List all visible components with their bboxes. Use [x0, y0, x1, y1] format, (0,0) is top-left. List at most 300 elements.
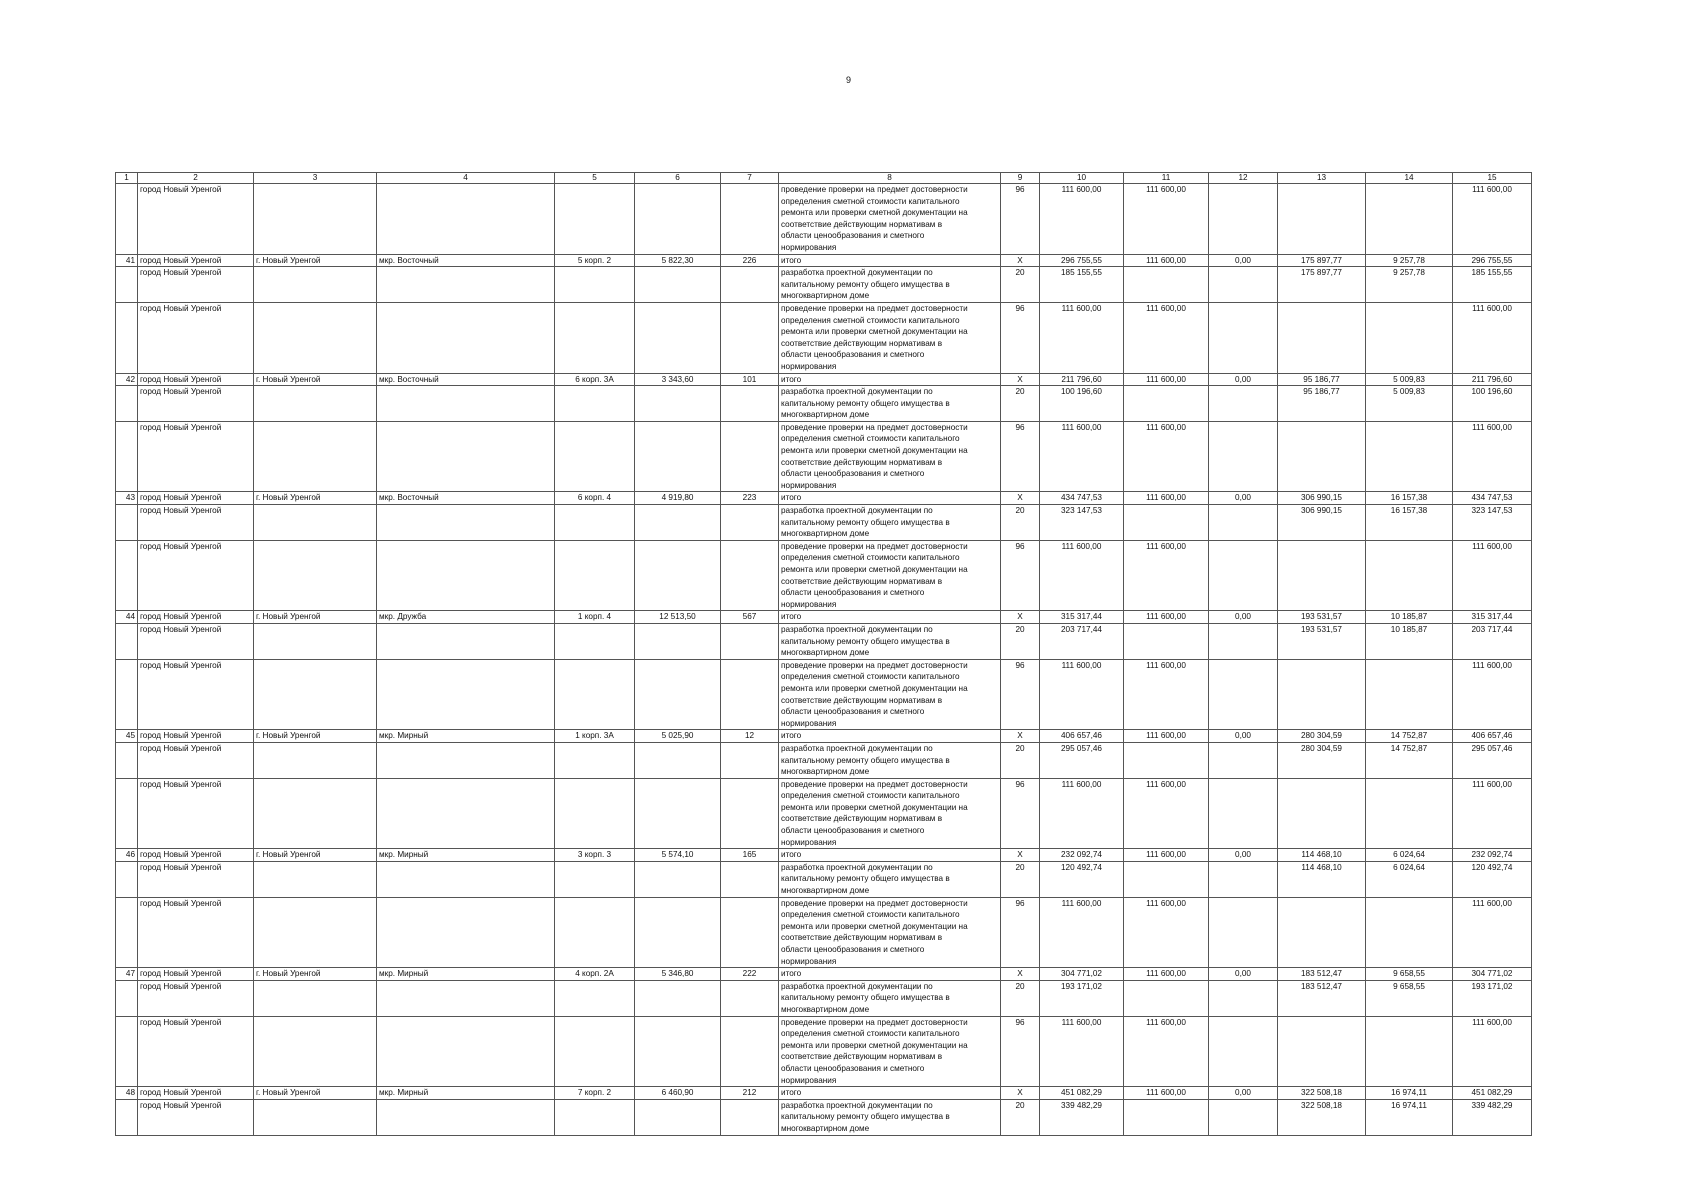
cell-col-8 — [779, 540, 1001, 611]
cell-col-6: 5 025,90 — [635, 730, 721, 743]
table-row — [116, 742, 1532, 778]
cell-col-4 — [377, 778, 555, 849]
cell-col-14: 14 752,87 — [1366, 742, 1453, 778]
cell-col-6 — [635, 302, 721, 373]
work-description-line: определения сметной стоимости капитального — [781, 791, 960, 801]
cell-col-13: 193 531,57 — [1278, 611, 1366, 624]
cell-col-3 — [254, 540, 377, 611]
cell-col-10: 100 196,60 — [1040, 386, 1124, 422]
work-description-line: области ценообразования и сметного — [781, 469, 925, 479]
work-description-line: многоквартирном доме — [781, 529, 870, 539]
cell-col-3: г. Новый Уренгой — [254, 730, 377, 743]
cell-col-14: 16 157,38 — [1366, 492, 1453, 505]
cell-col-14: 9 257,78 — [1366, 254, 1453, 267]
work-description-line: итого — [781, 731, 802, 741]
cell-col-8 — [779, 659, 1001, 730]
cell-col-14 — [1366, 421, 1453, 492]
cell-col-11 — [1124, 267, 1209, 303]
cell-col-13: 322 508,18 — [1278, 1087, 1366, 1100]
cell-col-10: 434 747,53 — [1040, 492, 1124, 505]
cell-col-10: 185 155,55 — [1040, 267, 1124, 303]
cell-col-11: 111 600,00 — [1124, 968, 1209, 981]
cell-col-9: 20 — [1001, 505, 1040, 541]
column-header-1: 1 — [116, 173, 138, 184]
cell-col-14: 9 257,78 — [1366, 267, 1453, 303]
cell-col-3: г. Новый Уренгой — [254, 1087, 377, 1100]
cell-col-9: X — [1001, 968, 1040, 981]
cell-col-5 — [555, 184, 635, 255]
column-header-10: 10 — [1040, 173, 1124, 184]
cell-col-15: 111 600,00 — [1453, 778, 1532, 849]
table-row — [116, 861, 1532, 897]
work-description-line: многоквартирном доме — [781, 291, 870, 301]
cell-col-13 — [1278, 659, 1366, 730]
cell-col-14 — [1366, 778, 1453, 849]
work-description-line: области ценообразования и сметного — [781, 826, 925, 836]
cell-col-6 — [635, 540, 721, 611]
work-description-line: определения сметной стоимости капитального — [781, 315, 960, 325]
cell-col-3 — [254, 302, 377, 373]
cell-col-13 — [1278, 1016, 1366, 1087]
work-description-line: области ценообразования и сметного — [781, 231, 925, 241]
cell-col-9: 96 — [1001, 184, 1040, 255]
cell-col-5 — [555, 302, 635, 373]
cell-col-15: 120 492,74 — [1453, 861, 1532, 897]
cell-col-1: 44 — [116, 611, 138, 624]
cell-col-5: 5 корп. 2 — [555, 254, 635, 267]
cell-col-14 — [1366, 1016, 1453, 1087]
cell-col-9: 20 — [1001, 386, 1040, 422]
work-description-line: многоквартирном доме — [781, 1004, 870, 1014]
cell-col-11 — [1124, 623, 1209, 659]
cell-col-14: 6 024,64 — [1366, 849, 1453, 862]
cell-col-4 — [377, 1099, 555, 1135]
cell-col-2: город Новый Уренгой — [138, 540, 254, 611]
table-row — [116, 302, 1532, 373]
cell-col-11: 111 600,00 — [1124, 897, 1209, 968]
cell-col-11: 111 600,00 — [1124, 611, 1209, 624]
work-description-line: ремонта или проверки сметной документации на — [781, 446, 968, 456]
cell-col-14: 6 024,64 — [1366, 861, 1453, 897]
cell-col-12: 0,00 — [1209, 254, 1278, 267]
work-description-line: нормирования — [781, 480, 837, 490]
cell-col-10: 111 600,00 — [1040, 421, 1124, 492]
cell-col-4: мкр. Восточный — [377, 373, 555, 386]
work-description-line: соответствие действующим нормативам в — [781, 933, 943, 943]
cell-col-10: 295 057,46 — [1040, 742, 1124, 778]
cell-col-14: 14 752,87 — [1366, 730, 1453, 743]
cell-col-5 — [555, 421, 635, 492]
table-row — [116, 1087, 1532, 1100]
cell-col-7 — [721, 184, 779, 255]
work-description-line: проведение проверки на предмет достоверности — [781, 303, 968, 313]
table-row — [116, 184, 1532, 255]
cell-col-7 — [721, 421, 779, 492]
cell-col-4: мкр. Дружба — [377, 611, 555, 624]
work-description-line: определения сметной стоимости капитального — [781, 553, 960, 563]
cell-col-14 — [1366, 184, 1453, 255]
cell-col-15: 111 600,00 — [1453, 897, 1532, 968]
cell-col-6 — [635, 861, 721, 897]
cell-col-8 — [779, 267, 1001, 303]
cell-col-10: 111 600,00 — [1040, 302, 1124, 373]
cell-col-14: 10 185,87 — [1366, 623, 1453, 659]
cell-col-10: 406 657,46 — [1040, 730, 1124, 743]
cell-col-10: 339 482,29 — [1040, 1099, 1124, 1135]
cell-col-14: 16 974,11 — [1366, 1099, 1453, 1135]
cell-col-2: город Новый Уренгой — [138, 611, 254, 624]
cell-col-13 — [1278, 302, 1366, 373]
cell-col-4 — [377, 184, 555, 255]
cell-col-4 — [377, 861, 555, 897]
work-description-line: проведение проверки на предмет достоверности — [781, 185, 968, 194]
cell-col-8 — [779, 184, 1001, 255]
cell-col-8 — [779, 730, 1001, 743]
work-description-line: проведение проверки на предмет достоверности — [781, 779, 968, 789]
cell-col-12 — [1209, 267, 1278, 303]
work-description-line: проведение проверки на предмет достоверности — [781, 1017, 968, 1027]
cell-col-3 — [254, 742, 377, 778]
cell-col-12 — [1209, 861, 1278, 897]
cell-col-1 — [116, 861, 138, 897]
cell-col-2: город Новый Уренгой — [138, 849, 254, 862]
work-description-line: итого — [781, 374, 802, 384]
cell-col-9: 20 — [1001, 1099, 1040, 1135]
cell-col-1 — [116, 1099, 138, 1135]
cell-col-6 — [635, 184, 721, 255]
cell-col-4 — [377, 505, 555, 541]
cell-col-9: 96 — [1001, 302, 1040, 373]
cell-col-12: 0,00 — [1209, 849, 1278, 862]
work-description-line: соответствие действующим нормативам в — [781, 1052, 943, 1062]
cell-col-3 — [254, 1099, 377, 1135]
cell-col-2: город Новый Уренгой — [138, 386, 254, 422]
cell-col-1 — [116, 897, 138, 968]
cell-col-12 — [1209, 540, 1278, 611]
cell-col-4 — [377, 267, 555, 303]
cell-col-9: X — [1001, 849, 1040, 862]
cell-col-13: 306 990,15 — [1278, 492, 1366, 505]
cell-col-15: 111 600,00 — [1453, 659, 1532, 730]
work-description-line: многоквартирном доме — [781, 886, 870, 896]
cell-col-9: 20 — [1001, 861, 1040, 897]
cell-col-12 — [1209, 623, 1278, 659]
cell-col-10: 451 082,29 — [1040, 1087, 1124, 1100]
cell-col-14 — [1366, 897, 1453, 968]
cell-col-13: 183 512,47 — [1278, 980, 1366, 1016]
work-description-line: ремонта или проверки сметной документации на — [781, 327, 968, 337]
cell-col-10: 193 171,02 — [1040, 980, 1124, 1016]
cell-col-14: 16 974,11 — [1366, 1087, 1453, 1100]
cell-col-1 — [116, 742, 138, 778]
cell-col-8 — [779, 742, 1001, 778]
cell-col-1 — [116, 980, 138, 1016]
cell-col-5 — [555, 386, 635, 422]
cell-col-4 — [377, 1016, 555, 1087]
column-header-15: 15 — [1453, 173, 1532, 184]
cell-col-11: 111 600,00 — [1124, 659, 1209, 730]
cell-col-15: 193 171,02 — [1453, 980, 1532, 1016]
cell-col-7 — [721, 623, 779, 659]
cell-col-7 — [721, 659, 779, 730]
cell-col-10: 111 600,00 — [1040, 897, 1124, 968]
cell-col-4: мкр. Восточный — [377, 492, 555, 505]
cell-col-12 — [1209, 1016, 1278, 1087]
cell-col-5 — [555, 659, 635, 730]
cell-col-9: 20 — [1001, 980, 1040, 1016]
cell-col-6 — [635, 897, 721, 968]
cell-col-4 — [377, 386, 555, 422]
cell-col-1 — [116, 659, 138, 730]
cell-col-7: 212 — [721, 1087, 779, 1100]
work-description-line: нормирования — [781, 956, 837, 966]
column-header-2: 2 — [138, 173, 254, 184]
work-description-line: области ценообразования и сметного — [781, 1063, 925, 1073]
cell-col-3 — [254, 421, 377, 492]
cell-col-4 — [377, 980, 555, 1016]
work-description-line: нормирования — [781, 837, 837, 847]
table-row — [116, 897, 1532, 968]
column-header-13: 13 — [1278, 173, 1366, 184]
cell-col-10: 315 317,44 — [1040, 611, 1124, 624]
cell-col-11: 111 600,00 — [1124, 849, 1209, 862]
cell-col-5: 1 корп. 4 — [555, 611, 635, 624]
cell-col-8 — [779, 1016, 1001, 1087]
table-row — [116, 980, 1532, 1016]
cell-col-6 — [635, 980, 721, 1016]
cell-col-1: 41 — [116, 254, 138, 267]
cell-col-5: 1 корп. 3А — [555, 730, 635, 743]
cell-col-3: г. Новый Уренгой — [254, 611, 377, 624]
cell-col-10: 111 600,00 — [1040, 1016, 1124, 1087]
cell-col-1: 46 — [116, 849, 138, 862]
table-row — [116, 778, 1532, 849]
cell-col-14 — [1366, 302, 1453, 373]
cell-col-9: 96 — [1001, 421, 1040, 492]
cell-col-15: 304 771,02 — [1453, 968, 1532, 981]
cell-col-2: город Новый Уренгой — [138, 421, 254, 492]
cell-col-3: г. Новый Уренгой — [254, 373, 377, 386]
cell-col-9: X — [1001, 611, 1040, 624]
cell-col-9: X — [1001, 254, 1040, 267]
cell-col-6 — [635, 742, 721, 778]
work-description-line: определения сметной стоимости капитального — [781, 672, 960, 682]
cell-col-11: 111 600,00 — [1124, 730, 1209, 743]
cell-col-1: 45 — [116, 730, 138, 743]
work-description-line: разработка проектной документации по — [781, 387, 933, 397]
cell-col-4 — [377, 659, 555, 730]
work-description-line: определения сметной стоимости капитального — [781, 434, 960, 444]
table-row — [116, 373, 1532, 386]
work-description-line: многоквартирном доме — [781, 410, 870, 420]
cell-col-13: 280 304,59 — [1278, 730, 1366, 743]
table-header-row — [116, 173, 1532, 184]
cell-col-7: 226 — [721, 254, 779, 267]
cell-col-7 — [721, 267, 779, 303]
work-description-line: проведение проверки на предмет достоверности — [781, 541, 968, 551]
cell-col-9: 20 — [1001, 623, 1040, 659]
cell-col-15: 100 196,60 — [1453, 386, 1532, 422]
cell-col-9: 20 — [1001, 267, 1040, 303]
cell-col-7: 165 — [721, 849, 779, 862]
cell-col-8 — [779, 492, 1001, 505]
cell-col-12: 0,00 — [1209, 611, 1278, 624]
cell-col-15: 111 600,00 — [1453, 184, 1532, 255]
table-row — [116, 421, 1532, 492]
cell-col-3 — [254, 267, 377, 303]
cell-col-15: 203 717,44 — [1453, 623, 1532, 659]
work-description-line: многоквартирном доме — [781, 767, 870, 777]
work-description-line: разработка проектной документации по — [781, 743, 933, 753]
table-row — [116, 254, 1532, 267]
cell-col-9: 20 — [1001, 742, 1040, 778]
cell-col-15: 434 747,53 — [1453, 492, 1532, 505]
work-description-line: капитальному ремонту общего имущества в — [781, 874, 950, 884]
cell-col-9: X — [1001, 730, 1040, 743]
cell-col-7: 12 — [721, 730, 779, 743]
cell-col-15: 323 147,53 — [1453, 505, 1532, 541]
cell-col-1: 47 — [116, 968, 138, 981]
cell-col-3 — [254, 623, 377, 659]
cell-col-3 — [254, 778, 377, 849]
column-header-8: 8 — [779, 173, 1001, 184]
cell-col-8 — [779, 861, 1001, 897]
work-description-line: разработка проектной документации по — [781, 981, 933, 991]
cell-col-5 — [555, 980, 635, 1016]
cell-col-5: 3 корп. 3 — [555, 849, 635, 862]
cell-col-15: 315 317,44 — [1453, 611, 1532, 624]
cell-col-5 — [555, 861, 635, 897]
cell-col-8 — [779, 302, 1001, 373]
cell-col-2: город Новый Уренгой — [138, 730, 254, 743]
cell-col-11: 111 600,00 — [1124, 254, 1209, 267]
cell-col-11: 111 600,00 — [1124, 778, 1209, 849]
cell-col-4 — [377, 897, 555, 968]
work-description-line: многоквартирном доме — [781, 1123, 870, 1133]
cell-col-9: 96 — [1001, 1016, 1040, 1087]
cell-col-14: 10 185,87 — [1366, 611, 1453, 624]
cell-col-7 — [721, 980, 779, 1016]
work-description-line: капитальному ремонту общего имущества в — [781, 517, 950, 527]
cell-col-5 — [555, 742, 635, 778]
work-description-line: проведение проверки на предмет достоверности — [781, 660, 968, 670]
cell-col-11: 111 600,00 — [1124, 492, 1209, 505]
work-description-line: многоквартирном доме — [781, 648, 870, 658]
cell-col-5: 7 корп. 2 — [555, 1087, 635, 1100]
cell-col-9: X — [1001, 373, 1040, 386]
cell-col-13 — [1278, 778, 1366, 849]
work-description-line: соответствие действующим нормативам в — [781, 338, 943, 348]
cell-col-7 — [721, 778, 779, 849]
cell-col-3: г. Новый Уренгой — [254, 968, 377, 981]
cell-col-13: 322 508,18 — [1278, 1099, 1366, 1135]
cell-col-8 — [779, 897, 1001, 968]
cell-col-2: город Новый Уренгой — [138, 254, 254, 267]
cell-col-5 — [555, 540, 635, 611]
cell-col-9: X — [1001, 492, 1040, 505]
table-body — [116, 184, 1532, 1136]
work-description-line: итого — [781, 493, 802, 503]
cell-col-5 — [555, 1099, 635, 1135]
cell-col-1 — [116, 1016, 138, 1087]
cell-col-2: город Новый Уренгой — [138, 1099, 254, 1135]
cell-col-2: город Новый Уренгой — [138, 968, 254, 981]
cell-col-8 — [779, 611, 1001, 624]
cell-col-12 — [1209, 184, 1278, 255]
cell-col-11 — [1124, 386, 1209, 422]
cell-col-2: город Новый Уренгой — [138, 742, 254, 778]
cell-col-12 — [1209, 742, 1278, 778]
table-row — [116, 623, 1532, 659]
cell-col-8 — [779, 1087, 1001, 1100]
cell-col-9: 96 — [1001, 659, 1040, 730]
cell-col-8 — [779, 505, 1001, 541]
cell-col-5 — [555, 505, 635, 541]
work-description-line: соответствие действующим нормативам в — [781, 457, 943, 467]
cell-col-2: город Новый Уренгой — [138, 659, 254, 730]
cell-col-13: 95 186,77 — [1278, 373, 1366, 386]
cell-col-3: г. Новый Уренгой — [254, 254, 377, 267]
cell-col-6: 5 822,30 — [635, 254, 721, 267]
table-row — [116, 730, 1532, 743]
cell-col-7 — [721, 302, 779, 373]
column-header-14: 14 — [1366, 173, 1453, 184]
cell-col-1 — [116, 302, 138, 373]
work-description-line: капитальному ремонту общего имущества в — [781, 279, 950, 289]
cell-col-7 — [721, 742, 779, 778]
work-description-line: нормирования — [781, 718, 837, 728]
cell-col-1: 43 — [116, 492, 138, 505]
work-description-line: соответствие действующим нормативам в — [781, 695, 943, 705]
cell-col-3 — [254, 659, 377, 730]
cell-col-4 — [377, 540, 555, 611]
table-row — [116, 1016, 1532, 1087]
work-description-line: итого — [781, 612, 802, 622]
cell-col-12 — [1209, 505, 1278, 541]
cell-col-12: 0,00 — [1209, 373, 1278, 386]
cell-col-4: мкр. Мирный — [377, 849, 555, 862]
cell-col-2: город Новый Уренгой — [138, 505, 254, 541]
cell-col-2: город Новый Уренгой — [138, 1087, 254, 1100]
cell-col-4 — [377, 421, 555, 492]
cell-col-13: 175 897,77 — [1278, 267, 1366, 303]
cell-col-3 — [254, 505, 377, 541]
cell-col-4: мкр. Мирный — [377, 968, 555, 981]
cell-col-3 — [254, 184, 377, 255]
cell-col-13: 114 468,10 — [1278, 861, 1366, 897]
cell-col-1 — [116, 540, 138, 611]
cell-col-13: 280 304,59 — [1278, 742, 1366, 778]
cell-col-2: город Новый Уренгой — [138, 861, 254, 897]
cell-col-2: город Новый Уренгой — [138, 373, 254, 386]
cell-col-2: город Новый Уренгой — [138, 302, 254, 373]
cell-col-7 — [721, 897, 779, 968]
cell-col-1 — [116, 386, 138, 422]
cell-col-6 — [635, 421, 721, 492]
cell-col-3 — [254, 980, 377, 1016]
cell-col-7: 223 — [721, 492, 779, 505]
work-description-line: определения сметной стоимости капитального — [781, 1029, 960, 1039]
cell-col-13 — [1278, 421, 1366, 492]
cell-col-3 — [254, 897, 377, 968]
cell-col-6: 4 919,80 — [635, 492, 721, 505]
cell-col-3 — [254, 861, 377, 897]
work-description-line: ремонта или проверки сметной документации на — [781, 683, 968, 693]
cell-col-7: 567 — [721, 611, 779, 624]
cell-col-11 — [1124, 861, 1209, 897]
cell-col-2: город Новый Уренгой — [138, 778, 254, 849]
cell-col-10: 111 600,00 — [1040, 540, 1124, 611]
